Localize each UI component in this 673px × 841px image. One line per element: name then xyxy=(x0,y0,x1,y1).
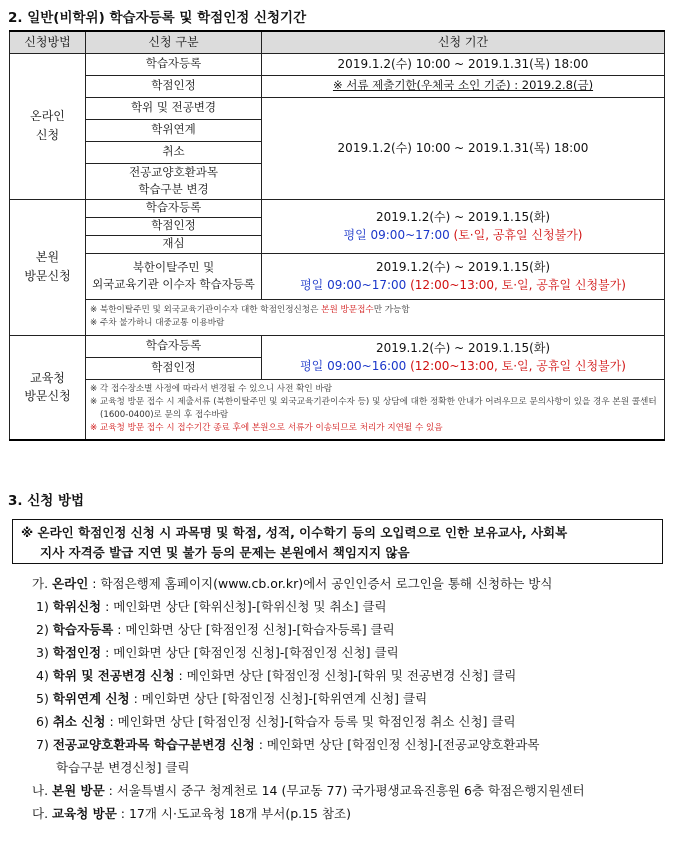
period-cell: 2019.1.2(수) 10:00 ~ 2019.1.31(목) 18:00 xyxy=(262,53,665,75)
period-hours: 평일 09:00~16:00 (12:00~13:00, 토·일, 공휴일 신청불가) xyxy=(300,359,626,373)
period-cell xyxy=(262,253,665,299)
note-line: ※ 주차 불가하니 대중교통 이용바람 xyxy=(90,318,225,328)
category-cell: 학점인정 xyxy=(86,217,262,235)
category-cell: 학위 및 전공변경 xyxy=(86,97,262,119)
category-cell: 취소 xyxy=(86,141,262,163)
category-cell: 학위연계 xyxy=(86,119,262,141)
table-row xyxy=(10,97,665,119)
warning-line: 지사 자격증 발급 지연 및 불가 등의 문제는 본원에서 책임지지 않음 xyxy=(40,545,410,560)
category-cell: 북한이탈주민 및 외국교육기관 이수자 학습자등록 xyxy=(86,253,262,299)
step-item: 7) 전공교양호환과목 학습구분변경 신청 : 메인화면 상단 [학점인정 신청]-[전공교양호환과목 xyxy=(36,737,540,752)
step-item: 가. 온라인 : 학점은행제 홈페이지(www.cb.or.kr)에서 공인인증서 로그인을 통해 신청하는 방식 xyxy=(32,576,553,591)
category-cell: 전공교양호환과목 학습구분 변경 xyxy=(86,163,262,199)
header-category: 신청 구분 xyxy=(86,31,262,53)
table-row xyxy=(10,379,665,440)
visit-main-notes xyxy=(86,299,665,335)
method-visit-main: 본원 방문신청 xyxy=(10,199,86,335)
step-item: 5) 학위연계 신청 : 메인화면 상단 [학점인정 신청]-[학위연계 신청] 클릭 xyxy=(36,691,428,706)
step-item: 3) 학점인정 : 메인화면 상단 [학점인정 신청]-[학점인정 신청] 클릭 xyxy=(36,645,399,660)
header-period: 신청 기간 xyxy=(262,31,665,53)
category-cell: 학습자등록 xyxy=(86,53,262,75)
table-header-row xyxy=(10,31,665,53)
period-cell: 2019.1.2(수) 10:00 ~ 2019.1.31(목) 18:00 xyxy=(262,97,665,199)
step-item-continued: 학습구분 변경신청] 클릭 xyxy=(56,760,190,775)
method-online: 온라인 신청 xyxy=(10,53,86,199)
step-item: 다. 교육청 방문 : 17개 시·도교육청 18개 부서(p.15 참조) xyxy=(32,806,352,821)
visit-office-notes xyxy=(86,379,665,440)
table-row xyxy=(10,335,665,357)
note-line: ※ 교육청 방문 접수 시 제출서류 (북한이탈주민 및 외국교육기관이수자 등) 및 상담에 대한 정확한 안내가 어려우므로 문의사항이 있을 경우 본원 콜센터(1600-0400)로 문의 후 접수바람 xyxy=(90,396,657,421)
period-hours: 평일 09:00~17:00 (토·일, 공휴일 신청불가) xyxy=(343,228,583,242)
warning-line: ※ 온라인 학점인정 신청 시 과목명 및 학점, 성적, 이수학기 등의 오입력으로 인한 보유교사, 사회복 xyxy=(21,525,568,540)
table-row xyxy=(10,53,665,75)
note-line: ※ 북한이탈주민 및 외국교육기관이수자 대한 학점인정신청은 본원 방문접수만 가능함 xyxy=(90,304,410,315)
header-method: 신청방법 xyxy=(10,31,86,53)
schedule-table xyxy=(9,30,665,441)
step-item: 2) 학습자등록 : 메인화면 상단 [학점인정 신청]-[학습자등록] 클릭 xyxy=(36,622,395,637)
period-hours: 평일 09:00~17:00 (12:00~13:00, 토·일, 공휴일 신청불가) xyxy=(300,278,626,292)
section-2-title: 2. 일반(비학위) 학습자등록 및 학점인정 신청기간 xyxy=(8,10,307,26)
category-cell: 학점인정 xyxy=(86,357,262,379)
period-cell xyxy=(262,335,665,379)
table-row xyxy=(10,75,665,97)
category-cell: 학점인정 xyxy=(86,75,262,97)
table-row xyxy=(10,199,665,217)
period-dates: 2019.1.2(수) ~ 2019.1.15(화) xyxy=(375,210,551,224)
note-line: ※ 각 접수장소별 사정에 따라서 변경될 수 있으니 사전 확인 바람 xyxy=(90,383,333,394)
step-item: 4) 학위 및 전공변경 신청 : 메인화면 상단 [학점인정 신청]-[학위 및 전공변경 신청] 클릭 xyxy=(36,668,517,683)
step-item: 6) 취소 신청 : 메인화면 상단 [학점인정 신청]-[학습자 등록 및 학점인정 취소 신청] 클릭 xyxy=(36,714,516,729)
period-dates: 2019.1.2(수) ~ 2019.1.15(화) xyxy=(375,341,551,355)
table-row xyxy=(10,253,665,299)
table-row xyxy=(10,299,665,335)
category-cell: 학습자등록 xyxy=(86,335,262,357)
note-line-warning: ※ 교육청 방문 접수 시 접수기간 종료 후에 본원으로 서류가 이송되므로 처리가 지연될 수 있음 xyxy=(90,423,443,434)
period-dates: 2019.1.2(수) ~ 2019.1.15(화) xyxy=(375,260,551,274)
step-item: 1) 학위신청 : 메인화면 상단 [학위신청]-[학위신청 및 취소] 클릭 xyxy=(36,599,387,614)
method-visit-office: 교육청 방문신청 xyxy=(10,335,86,440)
section-3-title: 3. 신청 방법 xyxy=(8,493,85,509)
step-item: 나. 본원 방문 : 서울특별시 중구 청계천로 14 (무교동 77) 국가평생교육진흥원 6층 학점은행지원센터 xyxy=(32,783,585,798)
category-cell: 학습자등록 xyxy=(86,199,262,217)
document-deadline-note: ※ 서류 제출기한(우체국 소인 기준) : 2019.2.8(금) xyxy=(262,75,665,97)
warning-box xyxy=(12,519,663,564)
period-cell xyxy=(262,199,665,253)
category-cell: 재심 xyxy=(86,235,262,253)
